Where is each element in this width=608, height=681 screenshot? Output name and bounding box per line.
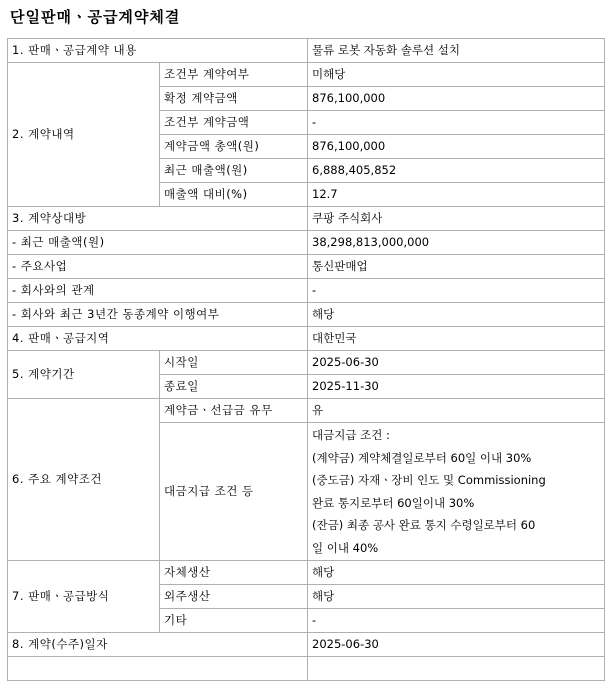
outsourced-production-value: 해당: [308, 585, 605, 609]
payment-terms-line: (잔금) 최종 공사 완료 통지 수령일로부터 60: [312, 518, 536, 532]
counterparty-value: 쿠팡 주식회사: [308, 207, 605, 231]
other-method-value: -: [308, 609, 605, 633]
end-date-label: 종료일: [160, 375, 308, 399]
payment-terms-line: (계약금) 계약체결일로부터 60일 이내 30%: [312, 450, 532, 465]
cut-off-row-cell: [308, 657, 605, 681]
table-row: [8, 63, 605, 87]
sales-ratio-label: 매출액 대비(%): [160, 183, 308, 207]
table-row: [8, 279, 605, 303]
past-contract-value: 해당: [308, 303, 605, 327]
sales-ratio-value: 12.7: [308, 183, 605, 207]
payment-terms-line: 일 이내 40%: [312, 540, 379, 555]
fixed-amount-value: 876,100,000: [308, 87, 605, 111]
conditional-amount-value: -: [308, 111, 605, 135]
total-amount-value: 876,100,000: [308, 135, 605, 159]
conditional-amount-label: 조건부 계약금액: [160, 111, 308, 135]
conditional-contract-label: 조건부 계약여부: [160, 63, 308, 87]
table-row: [8, 633, 605, 657]
payment-terms-label: 대금지급 조건 등: [160, 423, 308, 561]
main-terms-label: 6. 주요 계약조건: [8, 399, 160, 561]
page-title: 단일판매ㆍ공급계약체결: [10, 8, 181, 26]
contract-period-label: 5. 계약기간: [8, 351, 160, 399]
table-row: [8, 39, 605, 63]
payment-terms-line: 완료 통지로부터 60일이내 30%: [312, 495, 475, 510]
supply-region-label: 4. 판매ㆍ공급지역: [8, 327, 308, 351]
payment-terms-line: (중도금) 자재ㆍ장비 인도 및 Commissioning: [312, 473, 546, 487]
table-row: [8, 351, 605, 375]
start-date-label: 시작일: [160, 351, 308, 375]
cut-off-row-cell: [8, 657, 308, 681]
main-business-label: - 주요사업: [8, 255, 308, 279]
table-row: [8, 327, 605, 351]
other-method-label: 기타: [160, 609, 308, 633]
end-date-value: 2025-11-30: [308, 375, 605, 399]
counterparty-sales-label: - 최근 매출액(원): [8, 231, 308, 255]
table-row: [8, 231, 605, 255]
in-house-production-label: 자체생산: [160, 561, 308, 585]
counterparty-label: 3. 계약상대방: [8, 207, 308, 231]
payment-terms-line: 대금지급 조건 :: [312, 428, 390, 442]
recent-sales-label: 최근 매출액(원): [160, 159, 308, 183]
table-row: [8, 657, 605, 681]
relationship-label: - 회사와의 관계: [8, 279, 308, 303]
supply-method-label: 7. 판매ㆍ공급방식: [8, 561, 160, 633]
payment-terms-value: [308, 423, 605, 561]
contract-date-label: 8. 계약(수주)일자: [8, 633, 308, 657]
start-date-value: 2025-06-30: [308, 351, 605, 375]
table-row: [8, 207, 605, 231]
fixed-amount-label: 확정 계약금액: [160, 87, 308, 111]
recent-sales-value: 6,888,405,852: [308, 159, 605, 183]
contract-content-label: 1. 판매ㆍ공급계약 내용: [8, 39, 308, 63]
relationship-value: -: [308, 279, 605, 303]
contract-date-value: 2025-06-30: [308, 633, 605, 657]
past-contract-label: - 회사와 최근 3년간 동종계약 이행여부: [8, 303, 308, 327]
contract-content-value: 물류 로봇 자동화 솔루션 설치: [308, 39, 605, 63]
total-amount-label: 계약금액 총액(원): [160, 135, 308, 159]
disclosure-table: [7, 38, 605, 681]
advance-payment-value: 유: [308, 399, 605, 423]
main-business-value: 통신판매업: [308, 255, 605, 279]
contract-details-label: 2. 계약내역: [8, 63, 160, 207]
table-row: [8, 303, 605, 327]
outsourced-production-label: 외주생산: [160, 585, 308, 609]
conditional-contract-value: 미해당: [308, 63, 605, 87]
advance-payment-label: 계약금ㆍ선급금 유무: [160, 399, 308, 423]
counterparty-sales-value: 38,298,813,000,000: [308, 231, 605, 255]
supply-region-value: 대한민국: [308, 327, 605, 351]
in-house-production-value: 해당: [308, 561, 605, 585]
table-row: [8, 399, 605, 423]
table-row: [8, 561, 605, 585]
table-row: [8, 255, 605, 279]
